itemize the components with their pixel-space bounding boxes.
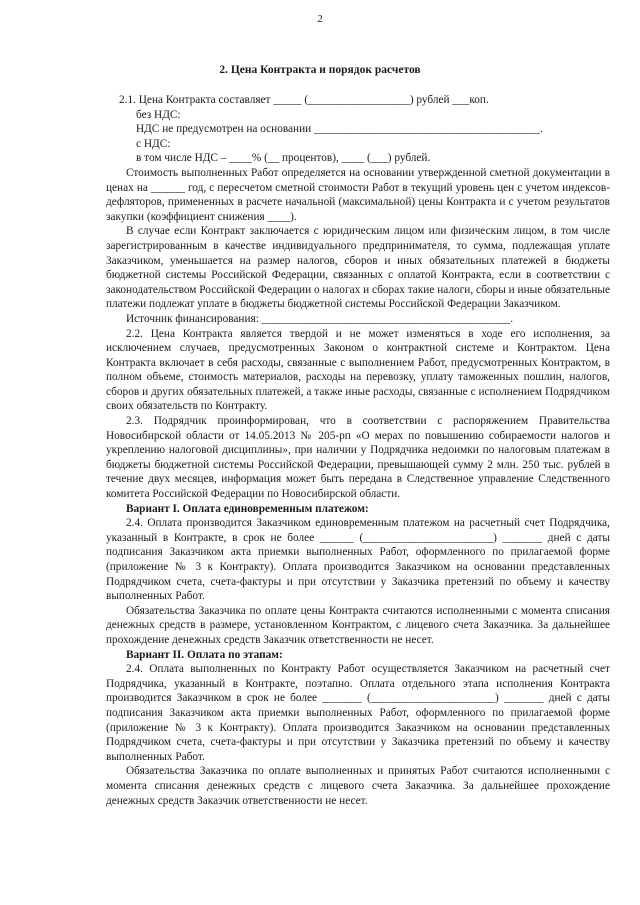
section-title: 2. Цена Контракта и порядок расчетов: [219, 64, 421, 76]
variant-1-clause-2-4: 2.4. Оплата производится Заказчиком единовременным платежом на расчетный счет Подрядчика, указанный в Контракте, в срок не более ______ (_______________________) _______ дней с даты подписания Заказчиком акта приемки выполненных Работ, оформленного по прилагаемой форме (приложение № 3 к Контракту). Оплата производится Заказчиком на основании представленных Подрядчиком счета, счета-фактуры и при отсутствии у Заказчика претензий по объему и качеству выполненных Работ.: [106, 517, 610, 603]
clause-2-2: 2.2. Цена Контракта является твердой и не может изменяться в ходе его исполнения, за исключением случаев, предусмотренных Законом о контрактной системе и Контрактом. Цена Контракта включает в себя расходы, связанные с выполнением Работ, предусмотренных Контрактом, в полном объеме, стоимость материалов, расходы на перевозку, уплату таможенных пошлин, налогов, сборов и других обязательных платежей, а также иные расходы, связанные с исполнением Подрядчиком своих обязательств по Контракту.: [106, 327, 610, 413]
funding-source: Источник финансирования: ____________________________________________.: [126, 312, 514, 325]
clause-2-1-price: 2.1. Цена Контракта составляет _____ (__________________) рублей ___коп.: [119, 94, 489, 106]
variant-1-title: Вариант I. Оплата единовременным платежом:: [126, 502, 369, 515]
clause-2-1-vat-not-provided: НДС не предусмотрен на основании ________________________________________.: [136, 123, 543, 136]
variant-1-obligation: Обязательства Заказчика по оплате цены Контракта считаются исполненными с момента списания денежных средств в размере, установленном Контрактом, с лицевого счета Заказчика. За дальнейшее прохождение денежных средств Заказчик ответственности не несет.: [106, 604, 610, 646]
clause-2-1-no-vat: без НДС:: [136, 108, 181, 121]
page-number: 2: [317, 13, 323, 25]
individual-paragraph: В случае если Контракт заключается с юридическим лицом или физическим лицом, в том числе зарегистрированным в качестве индивидуального предпринимателя, то сумма, подлежащая уплате Заказчиком, уменьшается на размер налогов, сборов и иных обязательных платежей в бюджеты бюджетной системы Российской Федерации, связанных с оплатой Контракта, если в соответствии с законодательством Российской Федерации о налогах и сборах такие налоги, сборы и иные обязательные платежи подлежат уплате в бюджеты бюджетной системы Российской Федерации Заказчиком.: [106, 225, 610, 311]
cost-paragraph: Стоимость выполненных Работ определяется на основании утвержденной сметной документации в ценах на ______ год, с пересчетом сметной стоимости Работ в текущий уровень цен с учетом индексов-дефляторов, примененных в расчете начальной (максимальной) цены Контракта и с учетом результатов закупки (коэффициент снижения ____).: [106, 166, 610, 223]
variant-2-title: Вариант II. Оплата по этапам:: [126, 648, 283, 661]
clause-2-3: 2.3. Подрядчик проинформирован, что в соответствии с распоряжением Правительства Новосибирской области от 14.05.2013 № 205-рп «О мерах по повышению собираемости налогов и укреплению налоговой дисциплины», при наличии у Подрядчика недоимки по налоговым платежам в бюджеты бюджетной системы Российской Федерации, превышающей сумму 2 млн. 250 тыс. рублей в течение двух месяцев, информация может быть передана в Следственное управление Следственного комитета Российской Федерации по Новосибирской области.: [106, 415, 610, 501]
variant-2-clause-2-4: 2.4. Оплата выполненных по Контракту Работ осуществляется Заказчиком на расчетный счет Подрядчика, указанный в Контракте, поэтапно. Оплата отдельного этапа исполнения Контракта производится Заказчиком в срок не более _______ (______________________) _______ дней с даты подписания Заказчиком акта приемки выполненных Работ, оформленного по прилагаемой форме (приложение № 3 к Контракту). Оплата производится Заказчиком на основании представленных Подрядчиком счета, счета-фактуры и при отсутствии у Заказчика претензий по объему и качеству выполненных Работ.: [106, 663, 610, 763]
document-body: [106, 93, 610, 808]
clause-2-1-incl-vat: в том числе НДС – ____% (__ процентов), ____ (___) рублей.: [136, 152, 431, 165]
variant-2-obligation: Обязательства Заказчика по оплате выполненных и принятых Работ считаются исполненными с момента списания денежных средств с лицевого счета Заказчика. За дальнейшее прохождение денежных средств Заказчик ответственности не несет.: [106, 765, 610, 807]
clause-2-1-with-vat: с НДС:: [136, 137, 171, 150]
